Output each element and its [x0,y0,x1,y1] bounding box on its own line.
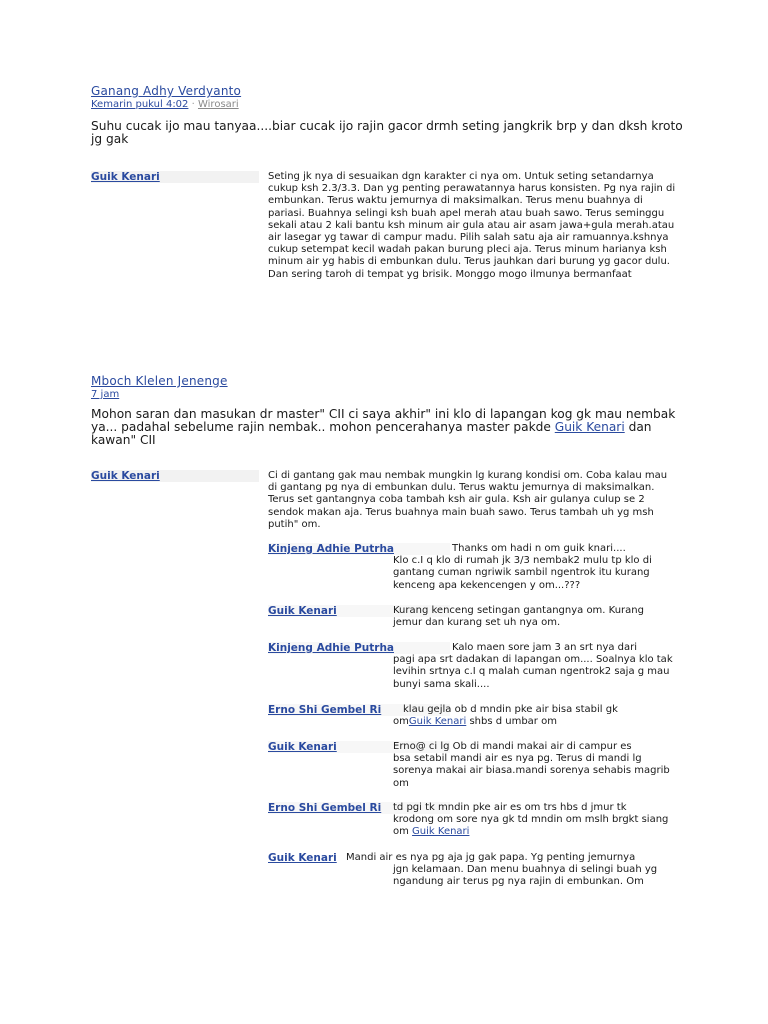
meta-separator: · [191,99,195,110]
reply-first-line: Kurang kenceng setingan gantangnya om. Kurang [393,605,644,616]
reply-author[interactable]: Guik Kenari [268,741,450,753]
comment-author[interactable]: Guik Kenari [91,470,259,482]
post-body-text: Mohon saran dan masukan dr master" CII ci saya akhir" ini klo di lapangan kog gk mau nembak ya... padahal sebelume rajin nembak.. mohon pencerahanya master pakde [91,407,676,434]
reply-rest: Klo c.I q klo di rumah jk 3/3 nembak2 mulu tp klo di gantang cuman ngriwik sambil ngentrok itu kurang kenceng apa kekencengen y om...??? [393,555,652,591]
post-time-link[interactable]: 7 jam [91,389,120,400]
comment-author[interactable]: Guik Kenari [91,171,259,183]
reply-first-line: Erno@ ci lg Ob di mandi makai air di campur es [393,741,632,752]
reply-rest: bsa setabil mandi air es nya pg. Terus di mandi lg sorenya makai air biasa.mandi sorenya sehabis magrib om [393,753,670,789]
reply-rest: krodong om sore nya gk td mndin om mslh brgkt siang om [393,814,669,838]
post-body-text-end: dan kawan" CII [91,420,652,447]
post-time-link[interactable]: Kemarin pukul 4:02 [91,99,189,110]
reply-author[interactable]: Guik Kenari [268,852,337,864]
comment-text: Seting jk nya di sesuaikan dgn karakter ci nya om. Untuk seting setandarnya cukup ksh 2.3/3.3. Dan yg penting perawatannya harus konsisten. Pg nya rajin di embunkan. Terus waktu jemurnya di maksimalkan. Terus menu buahnya di pariasi. Buahnya selingi ksh buah apel merah atau buah sawo. Terus seminggu sekali atau 2 kali bantu ksh minum air gula atau air asam jawa+gula merah.atau air lasegar yg tawar di campur madu. Pilih salah satu aja air ramuannya.kshnya cukup setempat kecil wadah pakan burung pleci aja. Terus minum harianya ksh minum air yg habis di embunkan dulu. Terus jauhkan dari burung yg gacor dulu. Dan sering taroh di tempat yg brisik. Monggo mogo ilmunya bermanfaat [268,171,676,280]
mention-link[interactable]: Guik Kenari [554,420,625,434]
reply-text [393,642,677,691]
reply-first-line: Mandi air es nya pg aja jg gak papa. Yg penting jemurnya [346,852,636,863]
reply-first-line: Kalo maen sore jam 3 an srt nya dari [452,642,638,653]
post-body [91,408,691,447]
post-author[interactable]: Mboch Klelen Jenenge [91,374,228,388]
reply-first-line: td pgi tk mndin pke air es om trs hbs d jmur tk [393,802,627,813]
reply-rest: pagi apa srt dadakan di lapangan om.... Soalnya klo tak levihin srtnya c.I q malah cuman ngentrok2 saja g mau bunyi sama skali.... [393,654,673,690]
reply-text [393,741,677,790]
reply-rest: jgn kelamaan. Dan menu buahnya di selingi buah yg ngandung air terus pg nya rajin di embunkan. Om [393,864,658,888]
mention-link[interactable]: Guik Kenari [408,716,467,728]
post-body: Suhu cucak ijo mau tanyaa....biar cucak ijo rajin gacor drmh seting jangkrik brp y dan dksh kroto jg gak [91,119,683,146]
reply-text [393,802,677,839]
reply-text [346,852,677,889]
post-meta [91,99,239,110]
comment-text: Ci di gantang gak mau nembak mungkin lg kurang kondisi om. Coba kalau mau di gantang pg nya di embunkan dulu. Terus waktu jemurnya di maksimalkan. Terus set gantangnya coba tambah ksh air gula. Ksh air gulanya culup se 2 sendok makan aja. Terus buahnya main buah sawo. Terus tambah uh yg msh putih" om. [268,470,668,530]
reply-text [393,543,677,592]
post-meta [91,389,119,400]
reply-first-line: klau gejla ob d mndin pke air bisa stabil gk [403,704,618,715]
reply-rest: om [393,716,409,728]
post-place-link[interactable]: Wirosari [197,99,239,110]
mention-link[interactable]: Guik Kenari [412,826,470,838]
reply-author[interactable]: Kinjeng Adhie Putrha [268,543,450,555]
reply-text [393,605,677,629]
reply-author[interactable]: Erno Shi Gembel Ri [268,802,450,814]
reply-text [393,704,677,728]
post-author[interactable]: Ganang Adhy Verdyanto [91,84,242,98]
reply-first-line: Thanks om hadi n om guik knari.... [452,543,626,554]
reply-author[interactable]: Kinjeng Adhie Putrha [268,642,450,654]
reply-rest-end: shbs d umbar om [466,716,557,728]
reply-author[interactable]: Guik Kenari [268,605,450,617]
reply-rest: jemur dan kurang set uh nya om. [393,617,561,629]
reply-author[interactable]: Erno Shi Gembel Ri [268,704,450,716]
